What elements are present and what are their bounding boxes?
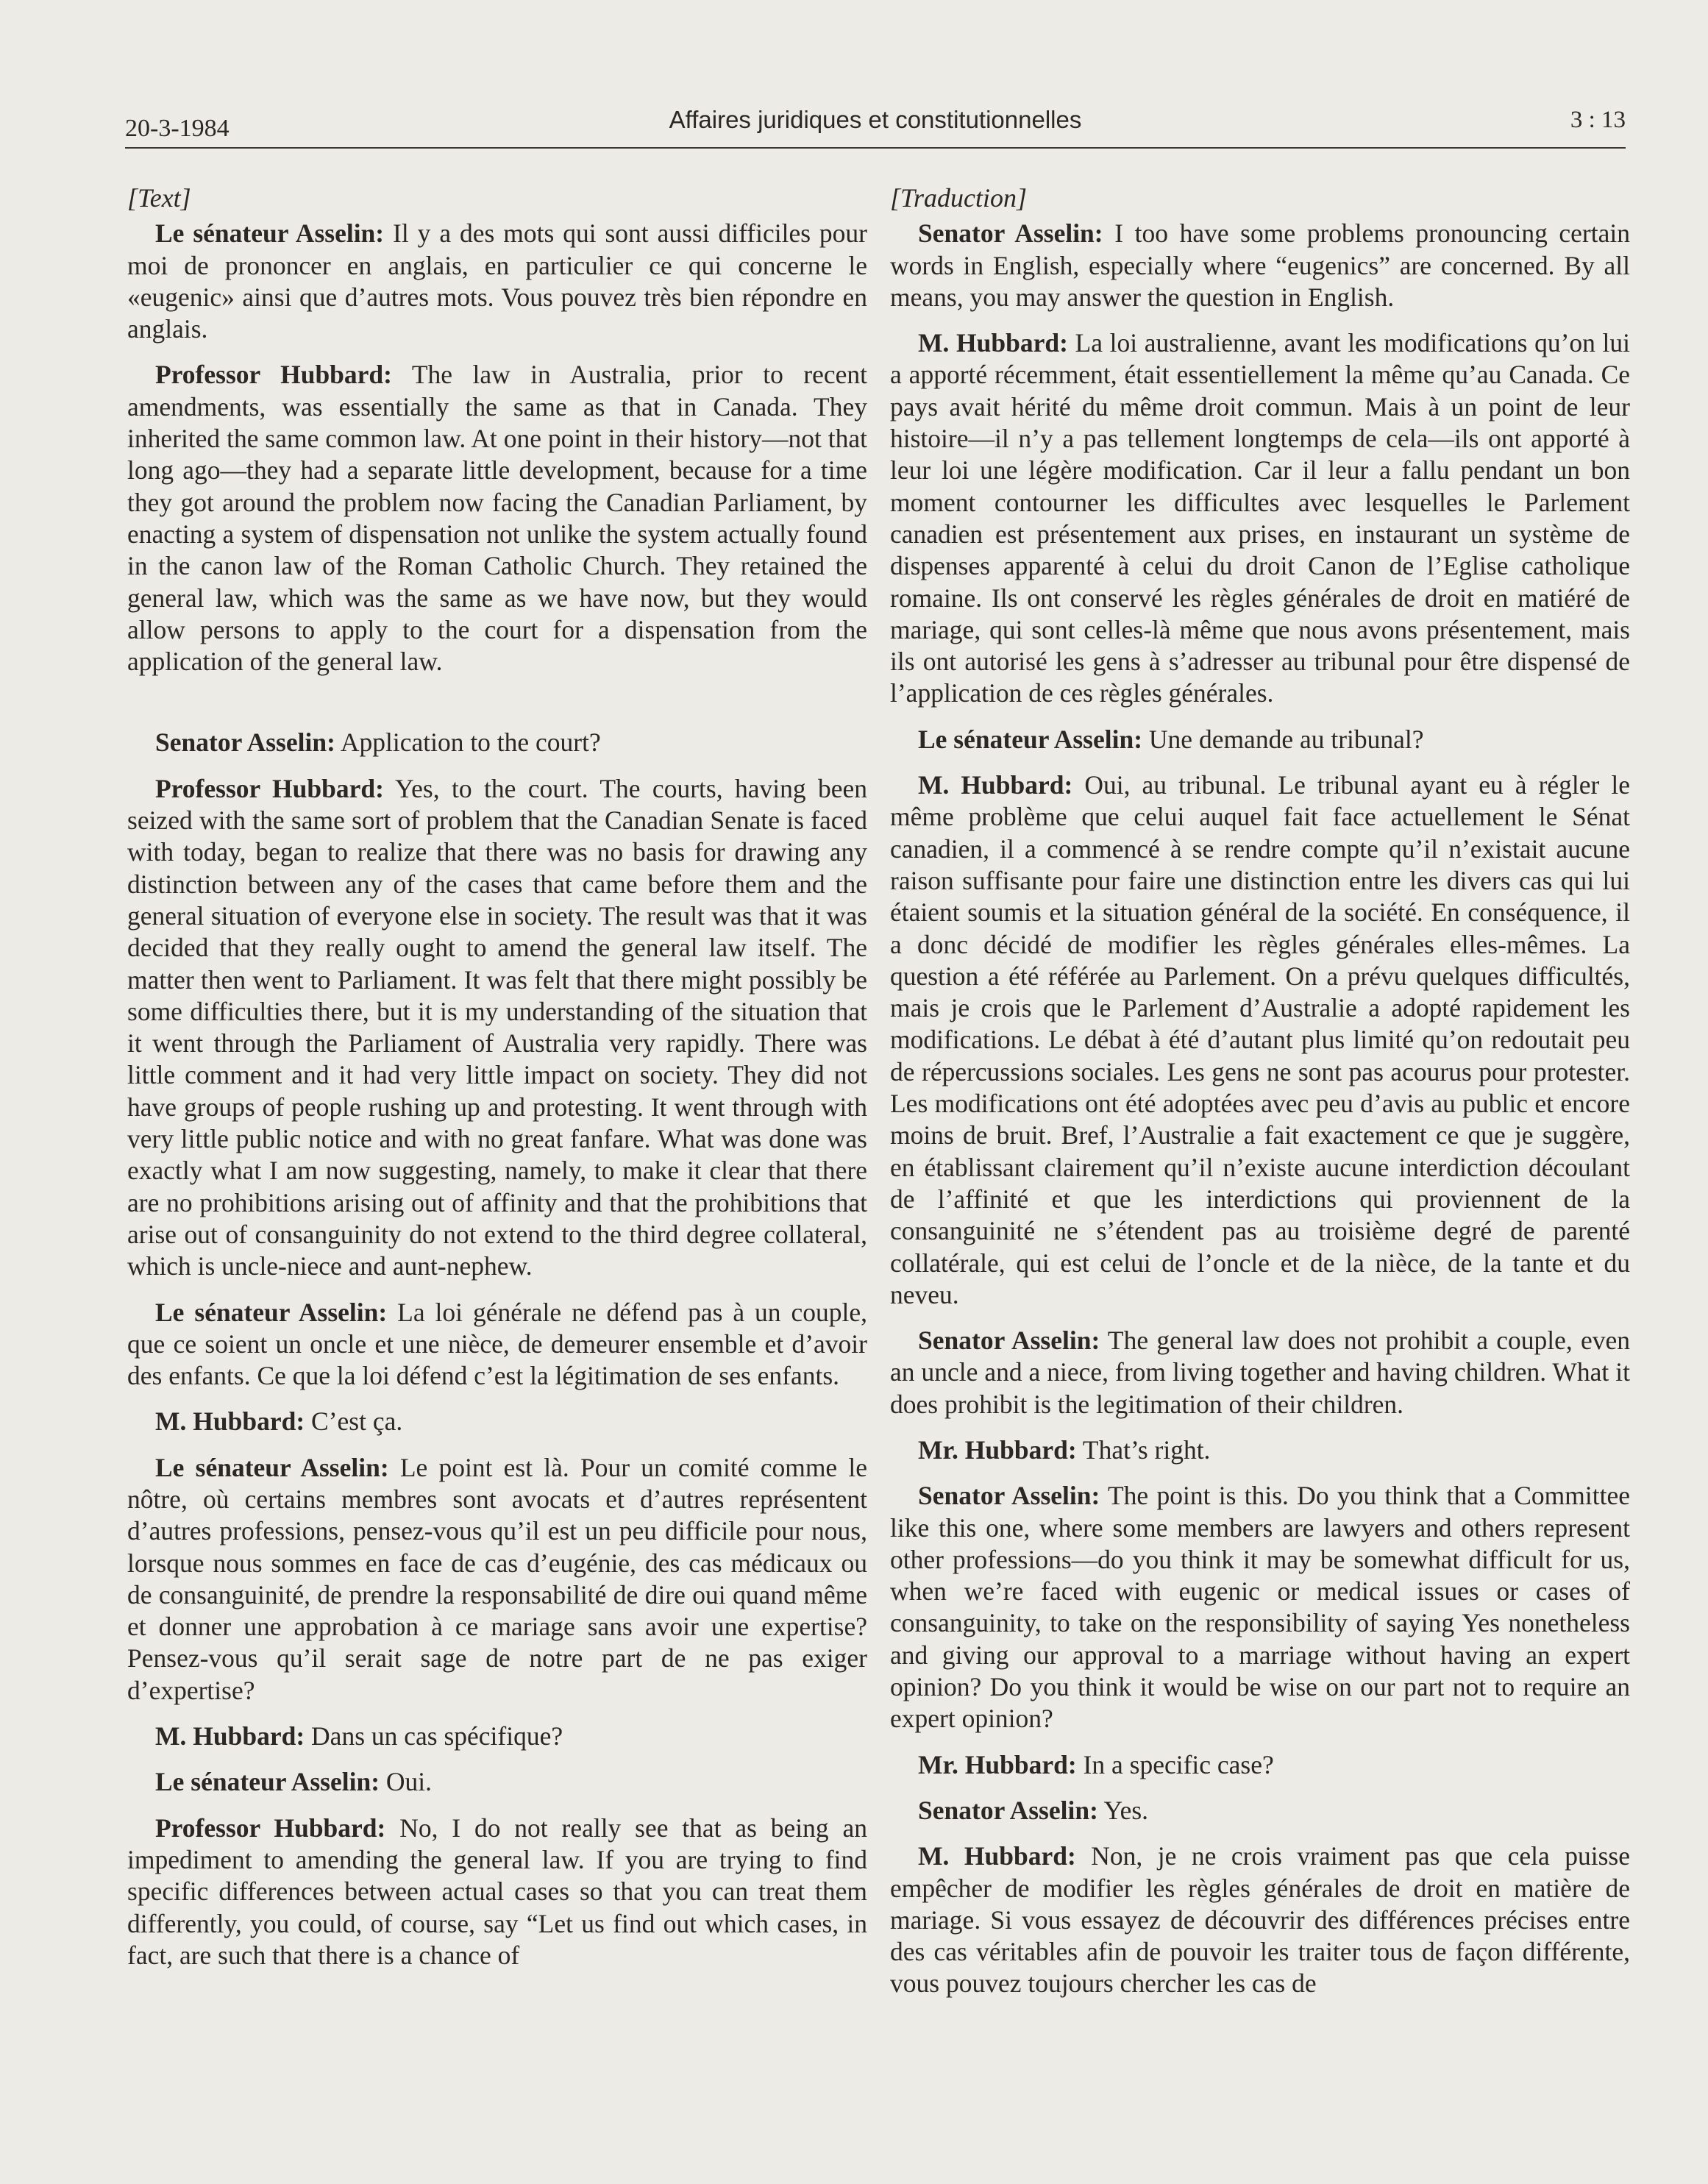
- paragraph-text: Une demande au tribunal?: [1142, 724, 1424, 754]
- speaker-name: Senator Asselin:: [918, 1481, 1100, 1511]
- speaker-name: Professor Hubbard:: [155, 1813, 386, 1843]
- speaker-name: Senator Asselin:: [155, 728, 335, 758]
- left-column: [127, 182, 867, 1985]
- paragraph-text: C’est ça.: [305, 1406, 403, 1437]
- paragraph: [890, 1749, 1630, 1781]
- speaker-name: M. Hubbard:: [918, 328, 1068, 358]
- paragraph-text: The general law does not prohibit a couple, even an uncle and a niece, from living together and having children. What it does prohibit is the legitimation of their children.: [890, 1326, 1630, 1419]
- paragraph-text: The law in Australia, prior to recent amendments, was essentially the same as that in Canada. They inherited the same common law. At one point in their history—not that long ago—they had a separate little development, because for a time they got around the problem now facing the Canadian Parliament, by enacting a system of dispensation not unlike the system actually found in the canon law of the Roman Catholic Church. They retained the general law, which was the same as we have now, but they would allow persons to apply to the court for a dispensation from the application of the general law.: [127, 360, 867, 677]
- speaker-name: Mr. Hubbard:: [918, 1749, 1077, 1779]
- speaker-name: M. Hubbard:: [918, 770, 1073, 800]
- paragraph: [890, 1840, 1630, 1999]
- paragraph-text: Non, je ne crois vraiment pas que cela puisse empêcher de modifier les règles générales de droit en matière de mariage. Si vous essayez de découvrir des différences précises entre des cas véritables afin de pouvoir les traiter tous de façon différente, vous pouvez toujours chercher les cas de: [890, 1841, 1631, 1999]
- paragraph: [127, 727, 867, 758]
- paragraph: [127, 773, 867, 1283]
- speaker-name: M. Hubbard:: [155, 1406, 305, 1437]
- paragraph: [127, 1721, 867, 1752]
- speaker-name: Professor Hubbard:: [155, 773, 384, 803]
- paragraph: [890, 724, 1630, 755]
- paragraph: [890, 1325, 1630, 1420]
- paragraph: [890, 1795, 1630, 1826]
- paragraph-text: Le point est là. Pour un comité comme le nôtre, où certains membres sont avocats et d’autres représentent d’autres professions, pensez-vous qu’il est un peu difficile pour nous, lorsque nous sommes en face de cas d’eugénie, des cas médicaux ou de consanguinité, de prendre la responsabilité de dire oui quand même et donner une approbation à ce mariage sans avoir une expertise? Pensez-vous qu’il serait sage de notre part de ne pas exiger d’expertise?: [127, 1452, 867, 1705]
- paragraph: [890, 327, 1630, 710]
- paragraph-text: Il y a des mots qui sont aussi difficiles pour moi de prononcer en anglais, en particulier ce qui concerne le «eugenic» ainsi que d’autres mots. Vous pouvez très bien répondre en anglais.: [127, 218, 868, 344]
- right-column: [890, 182, 1630, 2014]
- paragraph: [890, 769, 1630, 1311]
- paragraph-text: Yes.: [1097, 1795, 1149, 1825]
- speaker-name: Le sénateur Asselin:: [155, 1297, 388, 1327]
- paragraph-text: I too have some problems pronouncing certain words in English, especially where “eugenics” are concerned. By all means, you may answer the question in English.: [890, 218, 1630, 312]
- speaker-name: Senator Asselin:: [918, 218, 1103, 249]
- paragraph-text: In a specific case?: [1076, 1749, 1274, 1779]
- page-header: [125, 102, 1626, 149]
- paragraph-text: Oui, au tribunal. Le tribunal ayant eu à régler le même problème que celui auquel fait face actuellement le Sénat canadien, il a commencé à se rendre compte qu’il n’existait aucune raison suffisante pour faire une distinction entre les divers cas qui lui étaient soumis et la situation général de la société. En conséquence, il a donc décidé de modifier les règles générales elles-mêmes. La question a été référée au Parlement. On a prévu quelques difficultés, mais je crois que le Parlement d’Australie a adopté rapidement les modifications. Le débat à été d’autant plus limité qu’on redoutait peu de répercussions sociales. Les gens ne sont pas acourus pour protester. Les modifications ont été adoptées avec peu d’avis au public et encore moins de bruit. Bref, l’Australie a fait exactement ce que je suggère, en établissant clairement qu’il n’existe aucune interdiction découlant de l’affinité et que les interdictions qui proviennent de la consanguinité ne s’étendent pas au troisième degré de parenté collatérale, qui est celui de l’oncle et de la nièce, de la tante et du neveu.: [890, 770, 1631, 1309]
- paragraph-text: Yes, to the court. The courts, having been seized with the same sort of problem that the Canadian Senate is faced with today, began to realize that there was no basis for drawing any distinction between any of the cases that came before them and the general situation of everyone else in society. The result was that it was decided that they really ought to amend the general law itself. The matter then went to Parliament. It was felt that there might possibly be some difficulties there, but it is my understanding of the situation that it went through the Parliament of Australia very rapidly. There was little comment and it had very little impact on society. They did not have groups of people rushing up and protesting. It went through with very little public notice and with no great fanfare. What was done was exactly what I am now suggesting, namely, to make it clear that there are no prohibitions arising out of affinity and that the prohibitions that arise out of consanguinity do not extend to the third degree collateral, which is uncle-niece and aunt-nephew.: [127, 773, 868, 1281]
- speaker-name: M. Hubbard:: [155, 1721, 305, 1751]
- header-page-number: 3 : 13: [1570, 107, 1626, 133]
- speaker-name: Senator Asselin:: [918, 1795, 1098, 1825]
- paragraph-text: La loi australienne, avant les modifications qu’on lui a apporté récemment, était essentiellement la même qu’au Canada. Ce pays avait hérité du même droit commun. Mais à un point de leur histoire—il n’y a pas tellement longtemps de cela—ils ont apporté à leur loi une légère modification. Car il leur a fallu pendant un bon moment contourner les difficultes avec lesquelles le Parlement canadien est présentement aux prises, en instaurant un système de dispenses apparenté à celui du droit Canon de l’Eglise catholique romaine. Ils ont conservé les règles générales de droit en matiéré de mariage, qui sont celles-là même que nous avons présentement, mais ils ont autorisé les gens à s’adresser au tribunal pour être dispensé de l’application de ces règles générales.: [890, 328, 1630, 708]
- paragraph: [890, 1434, 1630, 1466]
- paragraph-text: La loi générale ne défend pas à un couple, que ce soient un oncle et une nièce, de demeurer ensemble et d’avoir des enfants. Ce que la loi défend c’est la légitimation de ses enfants.: [127, 1297, 867, 1391]
- paragraph-text: No, I do not really see that as being an impediment to amending the general law. If you are trying to find specific differences between actual cases so that you can treat them differently, you could, of course, say “Let us find out which cases, in fact, are such that there is a chance of: [127, 1813, 867, 1970]
- speaker-name: Professor Hubbard:: [155, 360, 392, 390]
- paragraph: [127, 218, 867, 345]
- paragraph: [127, 1813, 867, 1971]
- paragraph-text: Dans un cas spécifique?: [305, 1721, 563, 1751]
- paragraph: [127, 1406, 867, 1437]
- paragraph: [890, 218, 1630, 313]
- speaker-name: Mr. Hubbard:: [918, 1434, 1077, 1465]
- speaker-name: Le sénateur Asselin:: [918, 724, 1143, 754]
- paragraph: [127, 1452, 867, 1707]
- speaker-name: Senator Asselin:: [918, 1326, 1100, 1356]
- header-date: 20-3-1984: [125, 115, 229, 142]
- speaker-name: Le sénateur Asselin:: [155, 218, 385, 249]
- speaker-name: Le sénateur Asselin:: [155, 1452, 389, 1482]
- paragraph-text: The point is this. Do you think that a Committee like this one, where some members are lawyers and others represent other professions—do you think it may be somewhat difficult for us, when we’re faced with eugenic or medical issues or cases of consanguinity, to take on the responsibility of saying Yes nonetheless and giving our approval to a marriage without having an expert opinion? Do you think it would be wise on our part not to require an expert opinion?: [890, 1481, 1630, 1734]
- paragraph: [127, 1297, 867, 1392]
- header-title: Affaires juridiques et constitutionnelles: [669, 106, 1082, 133]
- speaker-name: M. Hubbard:: [918, 1841, 1076, 1871]
- paragraph: [127, 1766, 867, 1798]
- paragraph-text: That’s right.: [1076, 1434, 1211, 1465]
- translation-marker: [Traduction]: [890, 183, 1028, 213]
- paragraph-text: Oui.: [380, 1767, 433, 1797]
- speaker-name: Le sénateur Asselin:: [155, 1767, 380, 1797]
- paragraph-text: Application to the court?: [335, 728, 601, 758]
- paragraph: [890, 1480, 1630, 1735]
- text-marker: [Text]: [127, 183, 191, 213]
- paragraph: [127, 359, 867, 677]
